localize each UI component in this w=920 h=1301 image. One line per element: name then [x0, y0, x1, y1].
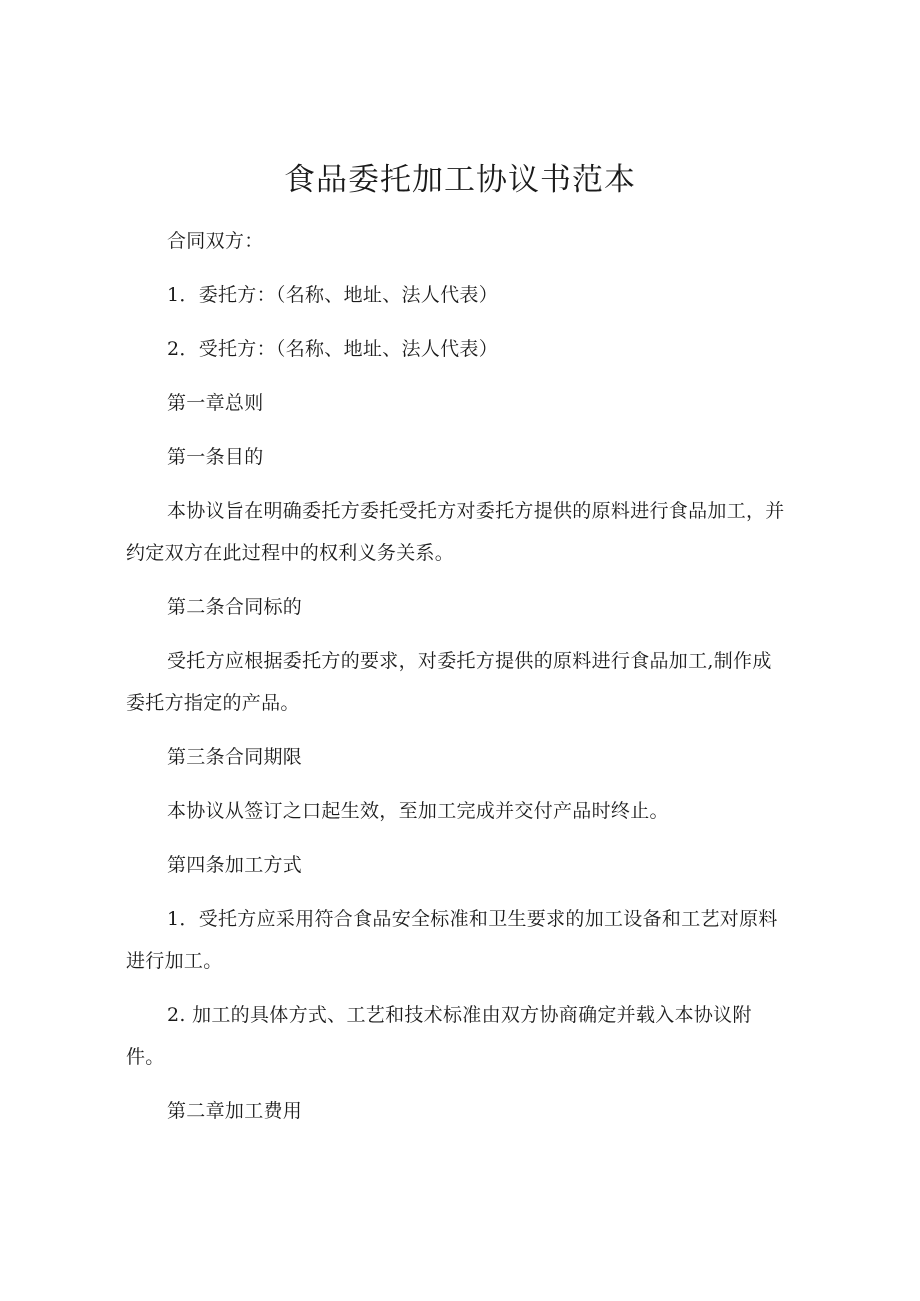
paragraph-entrusted-party: 2．受托方：（名称、地址、法人代表）	[167, 338, 498, 360]
article-heading-term: 第三条合同期限	[167, 746, 303, 768]
article-heading-method: 第四条加工方式	[167, 854, 303, 876]
chapter-heading-fees: 第二章加工费用	[167, 1100, 303, 1122]
paragraph-method-1: 1．受托方应采用符合食品安全标准和卫生要求的加工设备和工艺对原料进行加工。	[126, 908, 778, 972]
article-heading-subject: 第二条合同标的	[167, 596, 303, 618]
paragraph-term: 本协议从签订之口起生效，至加工完成并交付产品时终止。	[167, 800, 669, 822]
paragraph-subject: 受托方应根据委托方的要求，对委托方提供的原料进行食品加工,制作成委托方指定的产品。	[126, 650, 772, 714]
paragraph-purpose: 本协议旨在明确委托方委托受托方对委托方提供的原料进行食品加工，并约定双方在此过程中的权利义务关系。	[126, 500, 785, 564]
paragraph-parties: 合同双方：	[167, 230, 264, 252]
chapter-heading-general: 第一章总则	[167, 392, 264, 414]
paragraph-method-2: 2. 加工的具体方式、工艺和技术标准由双方协商确定并载入本协议附件。	[126, 1004, 752, 1068]
document-title: 食品委托加工协议书范本	[284, 162, 636, 198]
paragraph-entrusting-party: 1．委托方：（名称、地址、法人代表）	[167, 284, 498, 306]
document-body	[126, 220, 786, 1144]
article-heading-purpose: 第一条目的	[167, 446, 264, 468]
